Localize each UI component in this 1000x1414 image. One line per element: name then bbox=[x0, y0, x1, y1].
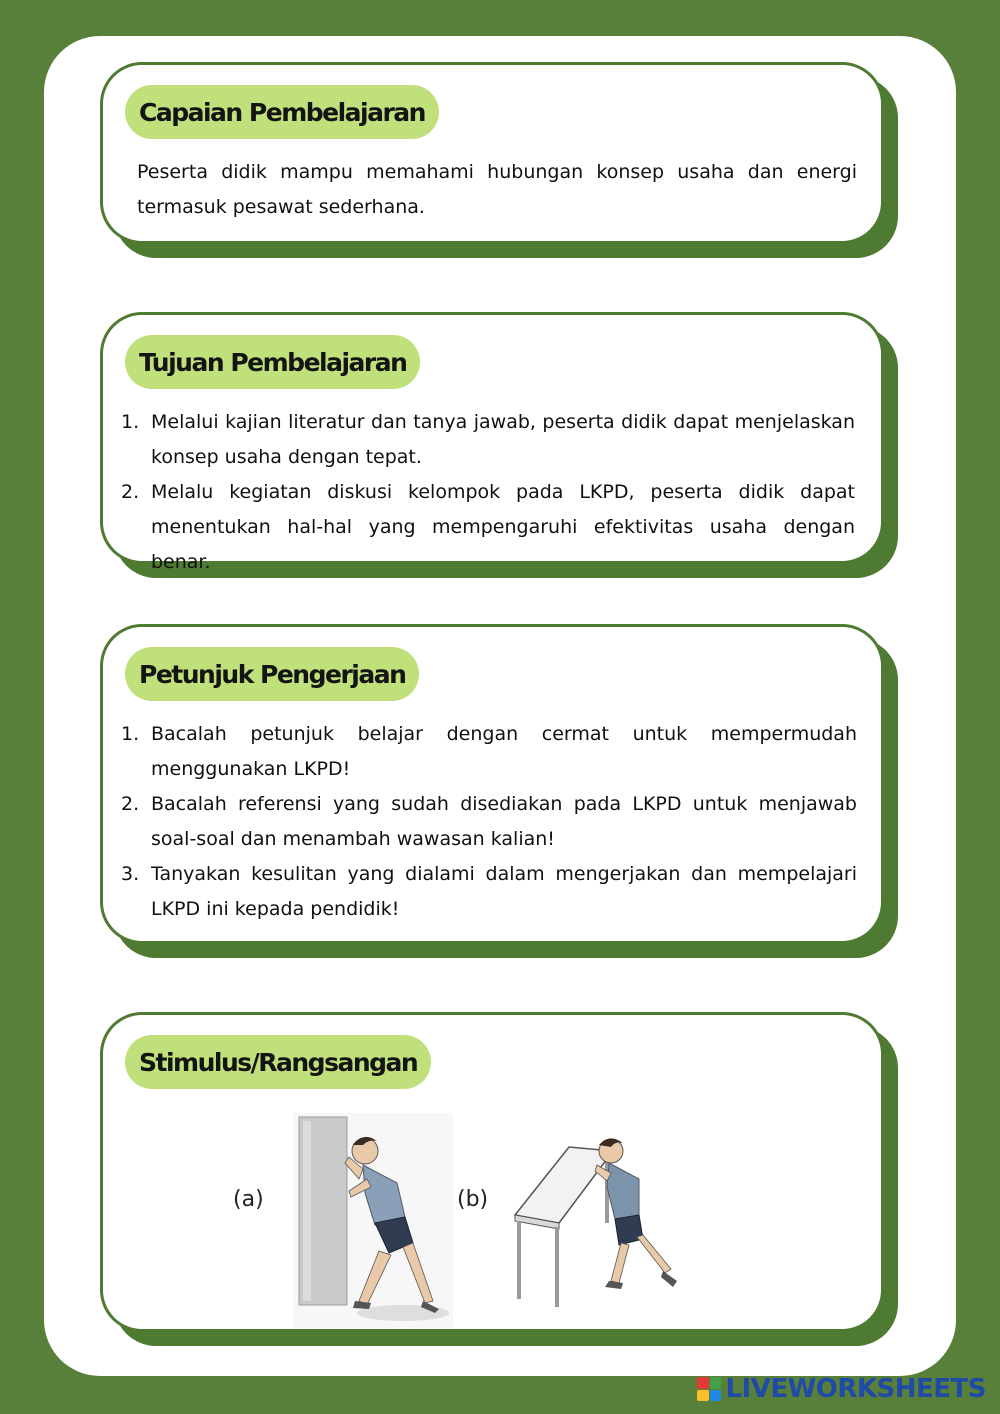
liveworksheets-logo-icon bbox=[697, 1377, 721, 1401]
list-item bbox=[121, 405, 855, 475]
list-number: 1. bbox=[121, 723, 140, 745]
boy-pushing-wall-icon bbox=[293, 1113, 453, 1328]
list-item bbox=[121, 857, 857, 927]
petunjuk-card bbox=[100, 624, 884, 944]
list-number: 2. bbox=[121, 481, 140, 503]
stimulus-title: Stimulus/Rangsangan bbox=[125, 1035, 431, 1089]
list-number: 2. bbox=[121, 793, 140, 815]
petunjuk-list-block bbox=[121, 717, 857, 927]
list-text: Tanyakan kesulitan yang dialami dalam mengerjakan dan mempelajari LKPD ini kepada pendidik! bbox=[151, 863, 857, 920]
brand-text: LIVEWORKSHEETS bbox=[725, 1374, 986, 1404]
list-text: Melalu kegiatan diskusi kelompok pada LKPD, peserta didik dapat menentukan hal-hal yang mempengaruhi efektivitas usaha dengan benar. bbox=[151, 481, 855, 573]
list-text: Bacalah referensi yang sudah disediakan pada LKPD untuk menjawab soal-soal dan menambah wawasan kalian! bbox=[151, 793, 857, 850]
list-number: 3. bbox=[121, 863, 140, 885]
capaian-text-block bbox=[137, 155, 857, 225]
tujuan-title: Tujuan Pembelajaran bbox=[125, 335, 420, 389]
list-text: Bacalah petunjuk belajar dengan cermat untuk mempermudah menggunakan LKPD! bbox=[151, 723, 857, 780]
list-item bbox=[121, 717, 857, 787]
list-item bbox=[121, 475, 855, 580]
boy-pushing-table-icon bbox=[511, 1131, 691, 1331]
stimulus-card bbox=[100, 1012, 884, 1332]
capaian-card bbox=[100, 62, 884, 244]
liveworksheets-brand[interactable] bbox=[697, 1374, 986, 1404]
figure-b-label: (b) bbox=[457, 1187, 489, 1212]
list-text: Melalui kajian literatur dan tanya jawab, peserta didik dapat menjelaskan konsep usaha dengan tepat. bbox=[151, 411, 855, 468]
capaian-title: Capaian Pembelajaran bbox=[125, 85, 439, 139]
petunjuk-list bbox=[121, 717, 857, 927]
capaian-text: Peserta didik mampu memahami hubungan konsep usaha dan energi termasuk pesawat sederhana. bbox=[137, 161, 857, 218]
list-number: 1. bbox=[121, 411, 140, 433]
tujuan-list-block bbox=[121, 405, 855, 580]
tujuan-card bbox=[100, 312, 884, 573]
figure-a-label: (a) bbox=[233, 1187, 264, 1212]
petunjuk-title: Petunjuk Pengerjaan bbox=[125, 647, 419, 701]
tujuan-list bbox=[121, 405, 855, 580]
list-item bbox=[121, 787, 857, 857]
